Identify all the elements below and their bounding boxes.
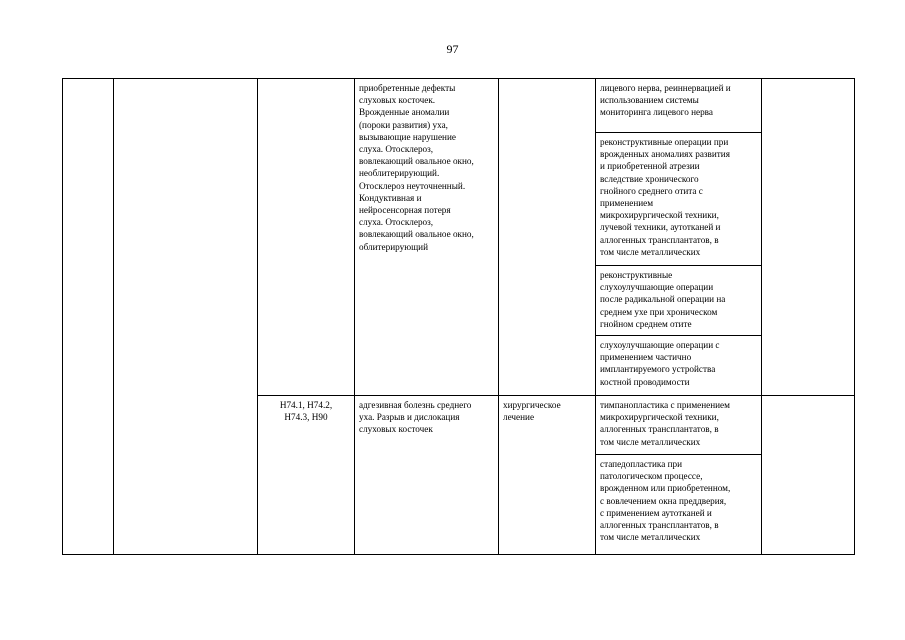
col-number-cell — [63, 79, 114, 555]
norm-cell — [762, 79, 855, 396]
diagnosis-text: адгезивная болезнь среднего уха. Разрыв и дислокация слуховых косточек — [359, 400, 472, 435]
method-text: тимпанопластика с применением микрохирургической техники, аллогенных трансплантатов, в том числе металлических — [600, 400, 730, 447]
method-text: реконструктивные слухоулучшающие операции после радикальной операции на среднем ухе при хроническом гнойном среднем отите — [600, 270, 726, 329]
icd-code-cell — [258, 79, 355, 396]
method-cell — [596, 79, 762, 133]
treatment-type-cell — [499, 396, 596, 555]
treatment-type-cell — [499, 79, 596, 396]
diagnosis-text: приобретенные дефекты слуховых косточек. Врожденные аномалии (пороки развития) уха, вызывающие нарушение слуха. Отосклероз, вовлекающий овальное окно, необлитерирующий. Отосклероз неуточненный. Кондуктивная и нейросенсорная потеря слуха. Отосклероз, вовлекающий овальное окно, облитерирующий — [359, 83, 474, 252]
method-cell — [596, 266, 762, 336]
table-row — [63, 79, 855, 133]
page-number: 97 — [446, 42, 459, 56]
method-text: стапедопластика при патологическом процессе, врожденном или приобретенном, с вовлечением окна преддверия, с применением аутотканей и аллогенных трансплантатов, в том числе металлических — [600, 459, 731, 543]
norm-cell — [762, 396, 855, 555]
method-cell — [596, 133, 762, 266]
medical-care-table — [62, 78, 855, 555]
method-cell — [596, 396, 762, 455]
method-cell — [596, 336, 762, 396]
method-text: слухоулучшающие операции с применением частично имплантируемого устройства костной проводимости — [600, 340, 720, 387]
diagnosis-cell — [355, 79, 499, 396]
diagnosis-cell — [355, 396, 499, 555]
method-cell — [596, 455, 762, 555]
method-text: лицевого нерва, реиннервацией и использованием системы мониторинга лицевого нерва — [600, 83, 731, 118]
method-text: реконструктивные операции при врожденных аномалиях развития и приобретенной атрезии вследствие хронического гнойного среднего отита с применением микрохирургической техники, лучевой техники, аутотканей и аллогенных трансплантатов, в том числе металлических — [600, 137, 730, 257]
treatment-type-text: хирургическое лечение — [503, 400, 561, 423]
col-profile-cell — [114, 79, 258, 555]
icd-code-text: H74.1, H74.2, H74.3, H90 — [279, 400, 333, 423]
icd-code-cell — [258, 396, 355, 555]
